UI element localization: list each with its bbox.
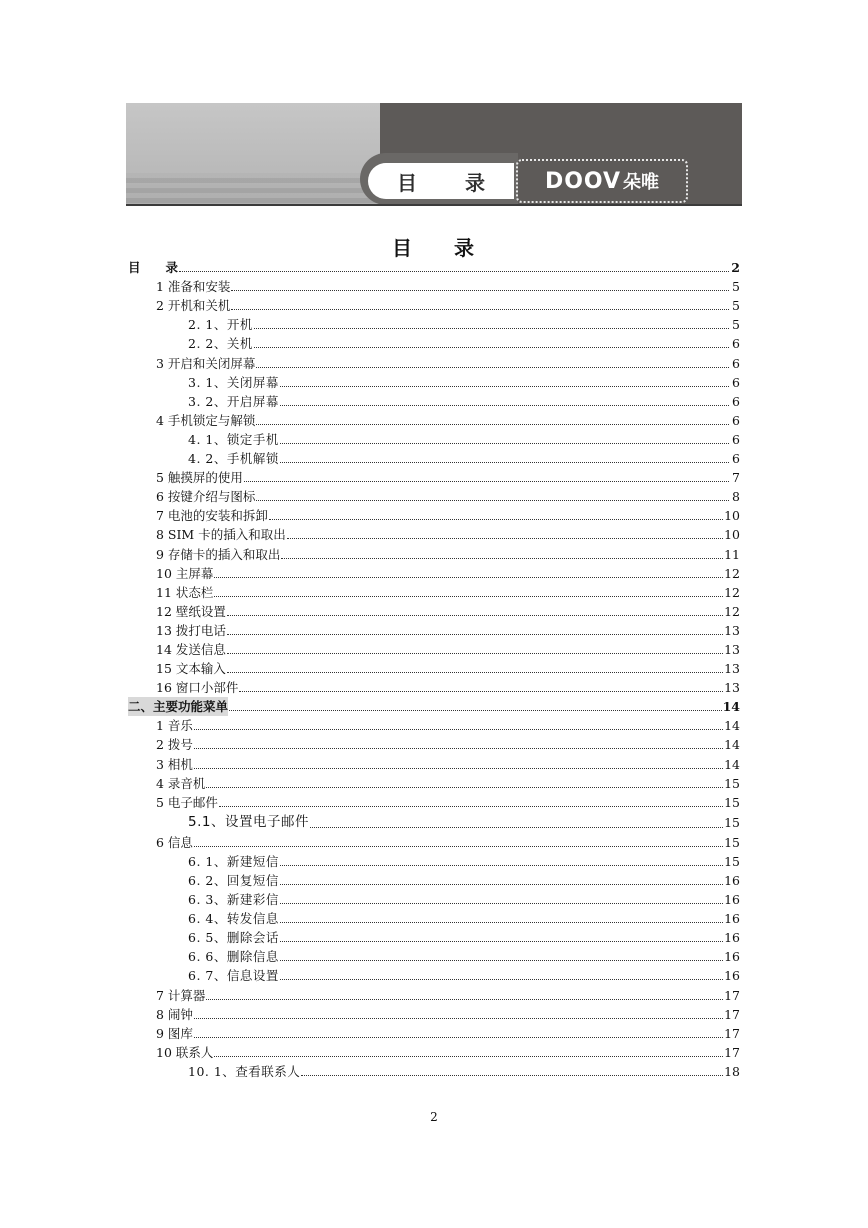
toc-entry[interactable] xyxy=(128,621,740,640)
logo-brand-latin: DOOV xyxy=(544,168,622,194)
toc-entry[interactable] xyxy=(128,1024,740,1043)
toc-entry[interactable] xyxy=(128,449,740,468)
toc-entry-label: 11 状态栏 xyxy=(156,584,214,600)
toc-entry-label: 6. 4、转发信息 xyxy=(188,911,279,927)
toc-leader-dots xyxy=(280,941,723,942)
toc-entry-label: 10 联系人 xyxy=(156,1044,214,1060)
toc-entry[interactable] xyxy=(128,1062,740,1081)
toc-entry-page: 16 xyxy=(724,873,740,888)
toc-entry[interactable] xyxy=(128,602,740,621)
toc-entry[interactable] xyxy=(128,678,740,697)
toc-entry-label: 4 手机锁定与解锁 xyxy=(156,412,256,428)
page-title-right: 录 xyxy=(454,236,476,260)
toc-leader-dots xyxy=(194,846,723,847)
toc-leader-dots xyxy=(280,865,723,866)
toc-leader-dots xyxy=(229,710,722,711)
toc-entry[interactable] xyxy=(128,774,740,793)
toc-entry-label: 13 拨打电话 xyxy=(156,622,226,638)
toc-entry-label: 4. 2、手机解锁 xyxy=(188,451,279,467)
toc-entry-page: 12 xyxy=(724,603,740,619)
toc-leader-dots xyxy=(254,347,729,348)
toc-leader-dots xyxy=(214,596,723,597)
toc-entry-page: 6 xyxy=(732,431,740,447)
toc-entry[interactable] xyxy=(128,928,740,947)
toc-entry-label: 2. 1、开机 xyxy=(188,317,253,333)
toc-entry-page: 14 xyxy=(724,756,740,772)
toc-entry-page: 11 xyxy=(724,546,740,562)
toc-entry-label: 9 图库 xyxy=(156,1025,193,1041)
toc-entry-page: 17 xyxy=(724,1025,740,1041)
toc-entry-label: 3. 1、关闭屏幕 xyxy=(188,374,279,390)
toc-leader-dots xyxy=(194,768,723,769)
toc-entry-page: 6 xyxy=(732,355,740,371)
toc-entry[interactable] xyxy=(128,852,740,871)
toc-entry[interactable] xyxy=(128,334,740,353)
toc-entry-label: 4. 1、锁定手机 xyxy=(188,431,279,447)
toc-leader-dots xyxy=(244,481,729,482)
toc-leader-dots xyxy=(239,691,723,692)
toc-entry-page: 6 xyxy=(732,451,740,467)
toc-entry-page: 14 xyxy=(722,699,740,715)
toc-entry-label: 4 录音机 xyxy=(156,775,206,791)
toc-leader-dots xyxy=(227,653,723,654)
toc-leader-dots xyxy=(231,309,729,310)
toc-leader-dots xyxy=(301,1075,723,1076)
toc-entry-page: 14 xyxy=(724,718,740,734)
toc-entry-page: 15 xyxy=(724,853,740,869)
toc-leader-dots xyxy=(179,271,729,272)
toc-entry-label: 6. 6、删除信息 xyxy=(188,949,279,965)
toc-entry-label: 10. 1、查看联系人 xyxy=(188,1063,301,1079)
toc-entry[interactable] xyxy=(128,871,740,890)
toc-leader-dots xyxy=(194,748,723,749)
toc-entry-label: 2 开机和关机 xyxy=(156,298,231,314)
toc-entry-page: 10 xyxy=(724,527,740,543)
toc-entry-page: 12 xyxy=(724,584,740,600)
toc-entry[interactable] xyxy=(128,1005,740,1024)
toc-entry-label: 16 窗口小部件 xyxy=(156,680,239,696)
toc-entry-label: 8 闹钟 xyxy=(156,1006,193,1022)
toc-entry-label: 6. 7、信息设置 xyxy=(188,968,279,984)
banner-stripes xyxy=(126,173,380,206)
pill-char-right: 录 xyxy=(465,170,485,195)
toc-leader-dots xyxy=(256,500,729,501)
toc-entry-page: 16 xyxy=(724,968,740,984)
toc-entry[interactable] xyxy=(128,315,740,334)
toc-entry-label: 目 录 xyxy=(128,260,179,276)
toc-leader-dots xyxy=(214,577,723,578)
toc-leader-dots xyxy=(231,290,729,291)
toc-leader-dots xyxy=(280,979,723,980)
toc-entry[interactable] xyxy=(128,659,740,678)
toc-entry-page: 13 xyxy=(724,680,740,696)
toc-leader-dots xyxy=(280,443,729,444)
toc-leader-dots xyxy=(256,367,729,368)
toc-entry[interactable] xyxy=(128,793,740,812)
toc-entry-page: 12 xyxy=(724,565,740,581)
toc-entry-label: 2. 2、关机 xyxy=(188,336,253,352)
toc-entry-page: 16 xyxy=(724,930,740,946)
toc-entry[interactable] xyxy=(128,640,740,659)
toc-entry-page: 15 xyxy=(724,834,740,850)
toc-entry-label: 5 触摸屏的使用 xyxy=(156,470,243,486)
toc-entry[interactable] xyxy=(128,258,740,277)
page-title xyxy=(0,232,868,261)
toc-entry-label: 14 发送信息 xyxy=(156,641,226,657)
toc-entry-label: 2 拨号 xyxy=(156,737,193,753)
toc-entry-label: 1 准备和安装 xyxy=(156,279,231,295)
toc-entry-label: 9 存储卡的插入和取出 xyxy=(156,546,281,562)
toc-leader-dots xyxy=(194,1018,723,1019)
toc-entry[interactable] xyxy=(128,296,740,315)
toc-leader-dots xyxy=(194,729,723,730)
toc-entry-page: 6 xyxy=(732,374,740,390)
toc-entry-page: 15 xyxy=(724,775,740,791)
table-of-contents xyxy=(128,258,740,1081)
toc-leader-dots xyxy=(206,999,723,1000)
header-banner xyxy=(126,103,742,206)
toc-entry-page: 13 xyxy=(724,661,740,677)
toc-entry[interactable] xyxy=(128,525,740,544)
toc-entry[interactable] xyxy=(128,353,740,372)
toc-entry-label: 3 相机 xyxy=(156,756,193,772)
toc-entry-label: 6. 3、新建彩信 xyxy=(188,892,279,908)
toc-entry[interactable] xyxy=(128,564,740,583)
toc-leader-dots xyxy=(280,903,723,904)
toc-leader-dots xyxy=(269,519,723,520)
toc-leader-dots xyxy=(206,787,723,788)
toc-entry[interactable] xyxy=(128,833,740,852)
toc-entry[interactable] xyxy=(128,909,740,928)
toc-entry-label: 7 电池的安装和拆卸 xyxy=(156,508,268,524)
toc-leader-dots xyxy=(310,827,723,828)
toc-entry-label: 6 按键介绍与图标 xyxy=(156,489,256,505)
page-number: 2 xyxy=(430,1110,438,1124)
toc-entry-page: 2 xyxy=(731,260,740,276)
toc-entry-page: 5 xyxy=(732,298,740,314)
toc-leader-dots xyxy=(280,922,723,923)
toc-entry-page: 16 xyxy=(724,911,740,927)
toc-entry[interactable] xyxy=(128,392,740,411)
toc-entry-page: 16 xyxy=(724,949,740,965)
toc-entry-page: 17 xyxy=(724,1006,740,1022)
doov-logo xyxy=(516,159,688,203)
toc-entry-page: 16 xyxy=(724,892,740,908)
toc-entry-page: 13 xyxy=(724,641,740,657)
pill-char-left: 目 xyxy=(397,170,417,195)
toc-entry-page: 15 xyxy=(724,814,740,830)
toc-entry[interactable] xyxy=(128,697,740,716)
toc-entry[interactable] xyxy=(128,966,740,985)
toc-leader-dots xyxy=(280,960,723,961)
toc-entry-page: 5 xyxy=(732,317,740,333)
toc-entry-page: 13 xyxy=(724,622,740,638)
toc-entry[interactable] xyxy=(128,373,740,392)
toc-entry-page: 17 xyxy=(724,1044,740,1060)
toc-entry[interactable] xyxy=(128,716,740,735)
toc-entry[interactable] xyxy=(128,506,740,525)
toc-leader-dots xyxy=(227,615,723,616)
toc-entry-page: 14 xyxy=(724,737,740,753)
toc-entry[interactable] xyxy=(128,890,740,909)
toc-entry-page: 8 xyxy=(732,489,740,505)
logo-brand-cn: 朵唯 xyxy=(623,172,660,193)
toc-entry-page: 6 xyxy=(732,393,740,409)
toc-entry-page: 10 xyxy=(724,508,740,524)
toc-entry[interactable] xyxy=(128,1043,740,1062)
toc-entry-label: 6. 5、删除会话 xyxy=(188,930,279,946)
toc-entry-label: 15 文本输入 xyxy=(156,661,226,677)
toc-leader-dots xyxy=(227,634,723,635)
toc-entry-label: 6 信息 xyxy=(156,834,193,850)
toc-entry[interactable] xyxy=(128,544,740,563)
toc-entry[interactable] xyxy=(128,947,740,966)
toc-leader-dots xyxy=(214,1056,723,1057)
toc-entry[interactable] xyxy=(128,468,740,487)
toc-leader-dots xyxy=(281,558,723,559)
toc-leader-dots xyxy=(256,424,729,425)
toc-leader-dots xyxy=(194,1037,723,1038)
toc-leader-dots xyxy=(280,884,723,885)
toc-entry-page: 6 xyxy=(732,336,740,352)
toc-entry[interactable] xyxy=(128,583,740,602)
toc-leader-dots xyxy=(227,672,723,673)
toc-entry[interactable] xyxy=(128,735,740,754)
toc-entry-label: 7 计算器 xyxy=(156,987,206,1003)
banner-title-pill xyxy=(360,153,518,205)
toc-entry-label: 二、主要功能菜单 xyxy=(128,699,229,715)
toc-entry-page: 5 xyxy=(732,279,740,295)
toc-entry[interactable] xyxy=(128,430,740,449)
toc-entry-page: 6 xyxy=(732,412,740,428)
toc-entry-page: 7 xyxy=(732,470,740,486)
banner-underline xyxy=(126,204,742,206)
toc-entry-label: 3 开启和关闭屏幕 xyxy=(156,355,256,371)
toc-leader-dots xyxy=(219,806,723,807)
toc-entry-label: 12 壁纸设置 xyxy=(156,603,226,619)
toc-leader-dots xyxy=(254,328,729,329)
toc-entry-label: 6. 1、新建短信 xyxy=(188,853,279,869)
toc-entry[interactable] xyxy=(128,812,740,833)
toc-leader-dots xyxy=(287,538,723,539)
toc-entry-page: 18 xyxy=(724,1063,740,1079)
toc-entry[interactable] xyxy=(128,985,740,1004)
toc-leader-dots xyxy=(280,386,729,387)
page-title-left: 目 xyxy=(392,236,414,260)
toc-entry[interactable] xyxy=(128,277,740,296)
toc-entry-page: 17 xyxy=(724,987,740,1003)
toc-entry-label: 8 SIM 卡的插入和取出 xyxy=(156,527,286,543)
toc-entry[interactable] xyxy=(128,487,740,506)
toc-entry-label: 3. 2、开启屏幕 xyxy=(188,393,279,409)
toc-leader-dots xyxy=(280,462,729,463)
toc-entry-label: 5.1、设置电子邮件 xyxy=(188,813,309,830)
toc-entry[interactable] xyxy=(128,754,740,773)
toc-entry-label: 10 主屏幕 xyxy=(156,565,214,581)
toc-entry-label: 6. 2、回复短信 xyxy=(188,873,279,888)
toc-entry-label: 5 电子邮件 xyxy=(156,794,218,810)
toc-entry[interactable] xyxy=(128,411,740,430)
toc-entry-page: 15 xyxy=(724,794,740,810)
toc-leader-dots xyxy=(280,405,729,406)
toc-entry-label: 1 音乐 xyxy=(156,718,193,734)
